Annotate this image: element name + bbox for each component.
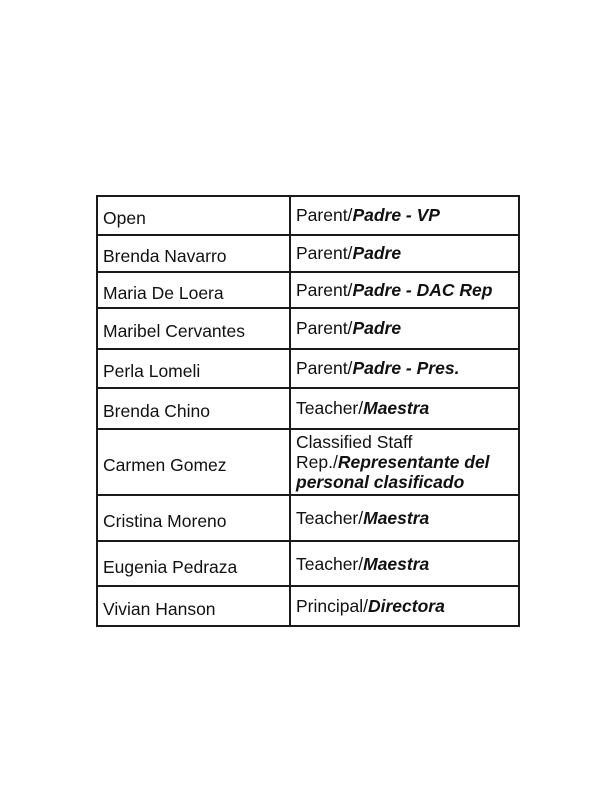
role-english: Classified Staff Rep./ — [296, 432, 413, 473]
role-english: Teacher/ — [296, 553, 364, 574]
role-english: Teacher/ — [296, 508, 364, 529]
table-row — [97, 429, 519, 495]
member-name: Brenda Navarro — [97, 235, 290, 272]
member-name: Perla Lomeli — [97, 349, 290, 388]
role-spanish: Maestra — [363, 508, 430, 529]
role-spanish: Representante del personal clasificado — [296, 452, 490, 493]
table-row — [97, 541, 519, 586]
member-name: Brenda Chino — [97, 388, 290, 429]
member-role — [290, 272, 519, 308]
member-name: Cristina Moreno — [97, 495, 290, 541]
member-role — [290, 349, 519, 388]
member-name: Open — [97, 196, 290, 235]
role-english: Parent/ — [296, 318, 353, 339]
member-role — [290, 495, 519, 541]
member-role — [290, 586, 519, 626]
council-roster-table — [96, 195, 520, 627]
role-english: Parent/ — [296, 205, 353, 226]
role-spanish: Padre — [352, 243, 402, 264]
table-row — [97, 495, 519, 541]
role-spanish: Padre - VP — [352, 205, 440, 226]
role-spanish: Maestra — [363, 553, 430, 574]
role-spanish: Directora — [367, 596, 445, 617]
table-row — [97, 308, 519, 349]
table-row — [97, 349, 519, 388]
role-english: Parent/ — [296, 279, 353, 300]
role-spanish: Padre — [352, 318, 402, 339]
member-name: Carmen Gomez — [97, 429, 290, 495]
role-english: Teacher/ — [296, 398, 364, 419]
table-row — [97, 388, 519, 429]
role-english: Principal/ — [296, 596, 368, 617]
member-name: Maribel Cervantes — [97, 308, 290, 349]
table-row — [97, 272, 519, 308]
table-row — [97, 586, 519, 626]
member-name: Vivian Hanson — [97, 586, 290, 626]
member-role — [290, 196, 519, 235]
role-english: Parent/ — [296, 358, 353, 379]
role-spanish: Maestra — [363, 398, 430, 419]
table-row — [97, 196, 519, 235]
member-role — [290, 429, 519, 495]
table-row — [97, 235, 519, 272]
role-english: Parent/ — [296, 243, 353, 264]
member-role — [290, 308, 519, 349]
member-name: Maria De Loera — [97, 272, 290, 308]
member-role — [290, 541, 519, 586]
member-role — [290, 388, 519, 429]
role-spanish: Padre - DAC Rep — [352, 279, 493, 300]
member-role — [290, 235, 519, 272]
role-spanish: Padre - Pres. — [352, 358, 460, 379]
member-name: Eugenia Pedraza — [97, 541, 290, 586]
